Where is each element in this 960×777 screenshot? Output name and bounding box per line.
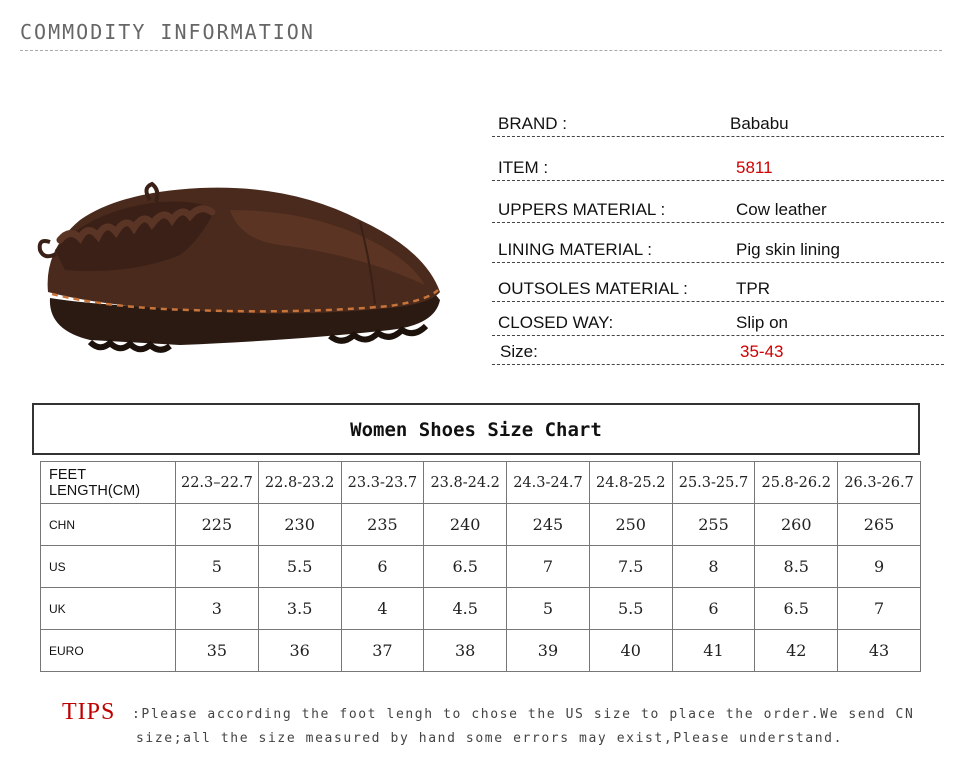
spec-row-lining-material (492, 232, 944, 263)
table-cell: 6 (672, 588, 755, 630)
table-cell: 42 (755, 630, 838, 672)
table-cell: 23.8-24.2 (424, 462, 507, 504)
table-cell: 3.5 (258, 588, 341, 630)
row-header: CHN (41, 504, 176, 546)
product-image (30, 180, 460, 370)
spec-row-brand (492, 106, 944, 137)
table-cell: 5 (176, 546, 259, 588)
table-cell: 9 (838, 546, 921, 588)
table-cell: 5.5 (589, 588, 672, 630)
tips-label: TIPS (62, 699, 116, 725)
table-cell: 5 (507, 588, 590, 630)
table-row-us (41, 546, 921, 588)
table-cell: 36 (258, 630, 341, 672)
table-cell: 250 (589, 504, 672, 546)
spec-row-item (492, 150, 944, 181)
table-row-chn (41, 504, 921, 546)
spec-value: TPR (736, 279, 770, 298)
spec-label: OUTSOLES MATERIAL : (498, 279, 688, 298)
table-cell: 3 (176, 588, 259, 630)
spec-row-outsoles-material (492, 271, 944, 302)
table-cell: 7 (507, 546, 590, 588)
spec-value: Cow leather (736, 200, 827, 219)
size-chart-title-box (32, 403, 920, 455)
table-cell: 24.8-25.2 (589, 462, 672, 504)
table-cell: 41 (672, 630, 755, 672)
spec-label: UPPERS MATERIAL : (498, 200, 666, 219)
table-row-euro (41, 630, 921, 672)
table-cell: 4.5 (424, 588, 507, 630)
table-cell: 5.5 (258, 546, 341, 588)
table-cell: 260 (755, 504, 838, 546)
table-cell: 8.5 (755, 546, 838, 588)
table-row-feet-length (41, 462, 921, 504)
spec-row-uppers-material (492, 192, 944, 223)
spec-value: 5811 (736, 158, 773, 177)
table-cell: 25.3-25.7 (672, 462, 755, 504)
spec-value: Slip on (736, 313, 788, 332)
section-title: COMMODITY INFORMATION (20, 20, 315, 44)
spec-label: ITEM : (498, 158, 549, 177)
header-divider (20, 50, 942, 51)
table-cell: 6.5 (424, 546, 507, 588)
table-cell: 265 (838, 504, 921, 546)
row-header: US (41, 546, 176, 588)
table-cell: 245 (507, 504, 590, 546)
spec-label: LINING MATERIAL : (498, 240, 652, 259)
spec-label: Size: (500, 342, 538, 361)
table-cell: 240 (424, 504, 507, 546)
table-cell: 26.3-26.7 (838, 462, 921, 504)
table-cell: 6.5 (755, 588, 838, 630)
table-cell: 40 (589, 630, 672, 672)
table-cell: 8 (672, 546, 755, 588)
table-cell: 38 (424, 630, 507, 672)
table-cell: 7.5 (589, 546, 672, 588)
spec-label: CLOSED WAY: (498, 313, 614, 332)
spec-value: Pig skin lining (736, 240, 840, 259)
table-cell: 235 (341, 504, 424, 546)
table-cell: 4 (341, 588, 424, 630)
size-chart-table (40, 461, 921, 672)
table-cell: 39 (507, 630, 590, 672)
table-cell: 22.3–22.7 (176, 462, 259, 504)
table-cell: 23.3-23.7 (341, 462, 424, 504)
table-cell: 22.8-23.2 (258, 462, 341, 504)
spec-label: BRAND : (498, 114, 567, 133)
table-cell: 230 (258, 504, 341, 546)
spec-value: 35-43 (740, 342, 784, 361)
spec-value: Bababu (730, 114, 789, 133)
table-cell: 35 (176, 630, 259, 672)
row-header: EURO (41, 630, 176, 672)
row-header: FEET LENGTH(CM) (41, 462, 176, 504)
tips-text-line-2: size;all the size measured by hand some errors may exist,Please understand. (136, 731, 843, 746)
tips-text-line-1: :Please according the foot lengh to chose the US size to place the order.We send CN (132, 707, 915, 722)
table-cell: 255 (672, 504, 755, 546)
spec-row-size (492, 334, 944, 365)
table-cell: 6 (341, 546, 424, 588)
table-cell: 225 (176, 504, 259, 546)
spec-row-closed-way (492, 305, 944, 336)
table-cell: 24.3-24.7 (507, 462, 590, 504)
size-chart-title: Women Shoes Size Chart (350, 419, 602, 441)
row-header: UK (41, 588, 176, 630)
table-cell: 25.8-26.2 (755, 462, 838, 504)
table-row-uk (41, 588, 921, 630)
table-cell: 43 (838, 630, 921, 672)
table-cell: 7 (838, 588, 921, 630)
table-cell: 37 (341, 630, 424, 672)
